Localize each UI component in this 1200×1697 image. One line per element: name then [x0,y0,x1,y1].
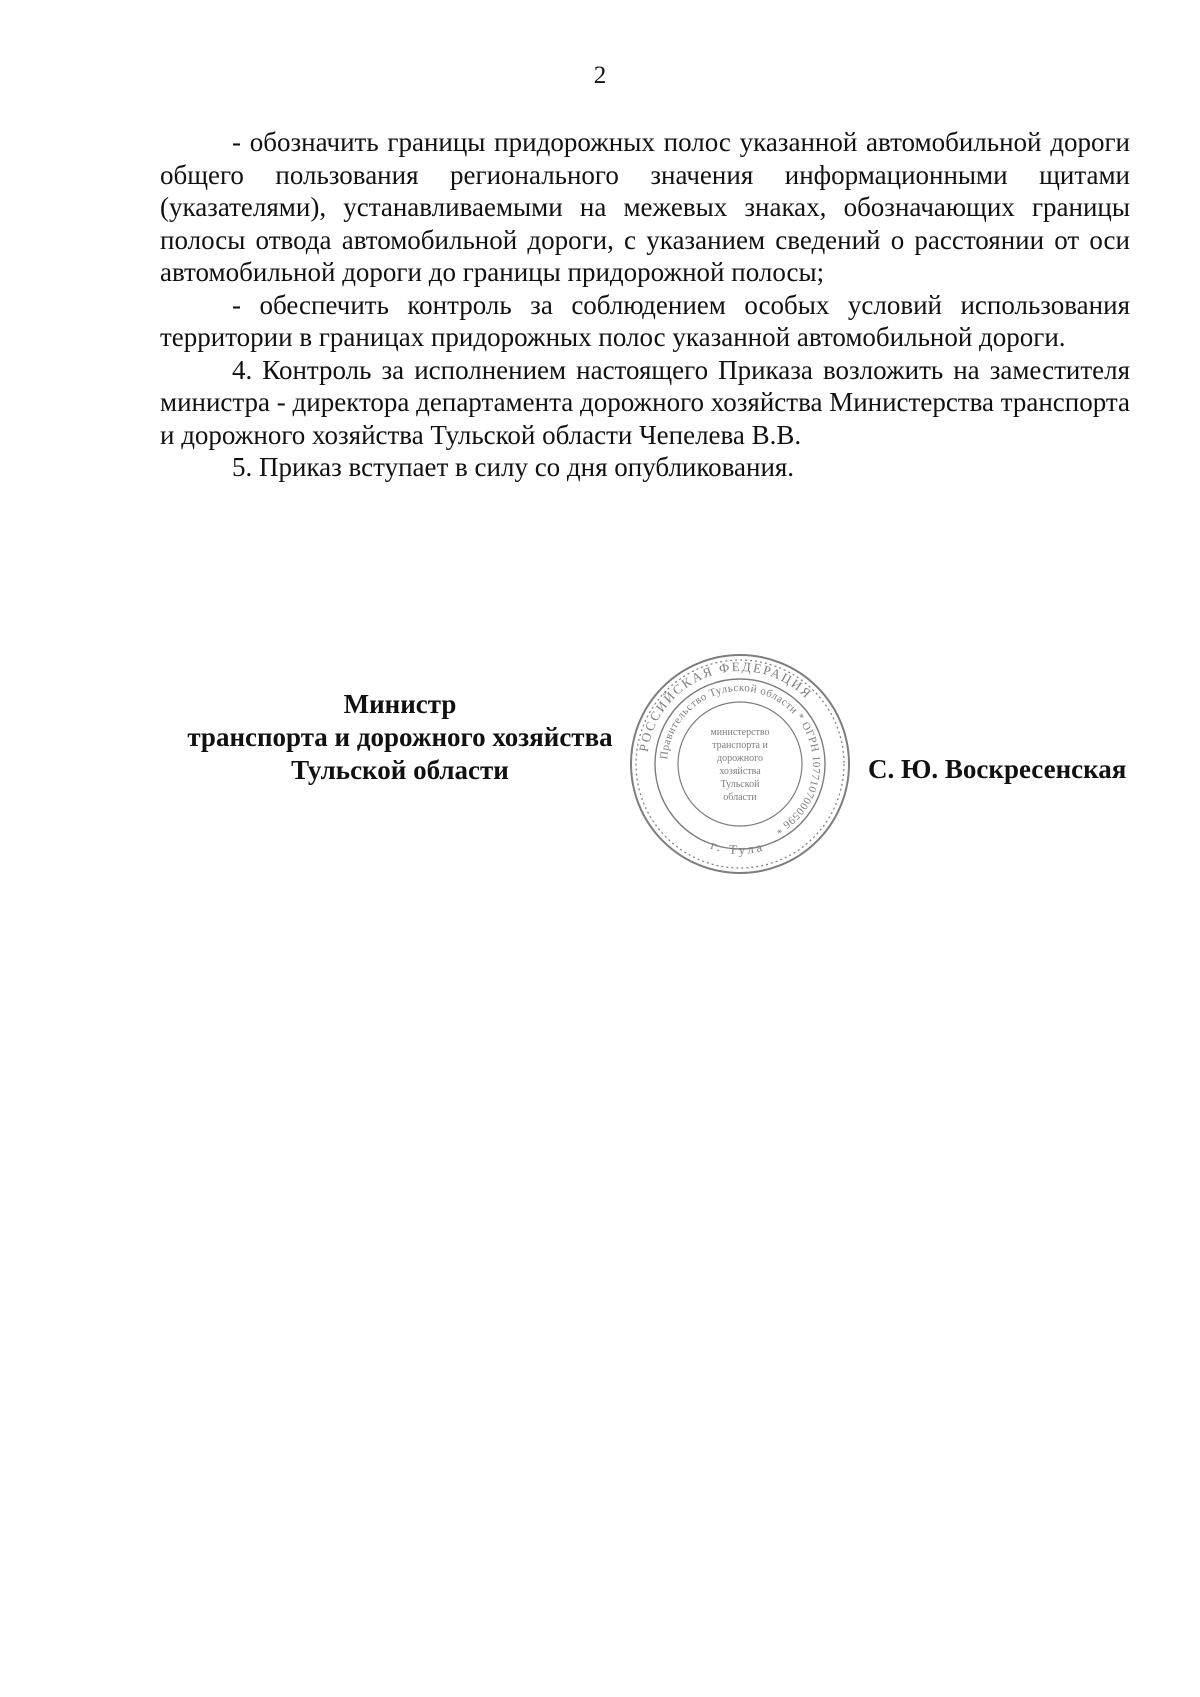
seal-outer-text: РОССИЙСКАЯ ФЕДЕРАЦИЯ [635,658,816,753]
svg-text:области: области [723,792,757,803]
official-seal [628,652,852,876]
position-line-1: Министр [343,689,457,719]
signatory-name: С. Ю. Воскресенская [868,754,1127,784]
svg-text:Тульской: Тульской [720,779,760,790]
signatory-position [170,688,630,787]
svg-text:хозяйства: хозяйства [719,766,761,777]
svg-text:министерство: министерство [710,727,770,738]
seal-center-text [710,727,769,803]
svg-text:дорожного: дорожного [717,753,763,764]
paragraph-mark-boundaries: - обозначить границы придорожных полос указанной автомобильной дороги общего пользования регионального значения информационными щитами (указателями), устанавливаемыми на межевых знаках, обозначающих границы полосы отвода автомобильной дороги, с указанием сведений о расстоянии от оси автомобильной дороги до границы придорожной полосы; [160,127,1130,287]
document-body [160,126,1130,484]
position-line-3: Тульской области [291,755,509,785]
paragraph-ensure-control: - обеспечить контроль за соблюдением особых условий использования территории в границах придорожных полос указанной автомобильной дороги. [160,289,1130,352]
paragraph-item-5: 5. Приказ вступает в силу со дня опубликования. [232,452,795,482]
seal-city-text: г. Тула [708,836,767,858]
paragraph-item-4: 4. Контроль за исполнением настоящего Приказа возложить на заместителя министра - директора департамента дорожного хозяйства Министерства транспорта и дорожного хозяйства Тульской области Чепелева В.В. [160,354,1130,450]
seal-inner-text: Правительство Тульской области * ОГРН 1077107000596 * [658,681,823,837]
page-number: 2 [593,62,607,89]
svg-text:транспорта и: транспорта и [712,740,768,751]
position-line-2: транспорта и дорожного хозяйства [187,722,613,752]
